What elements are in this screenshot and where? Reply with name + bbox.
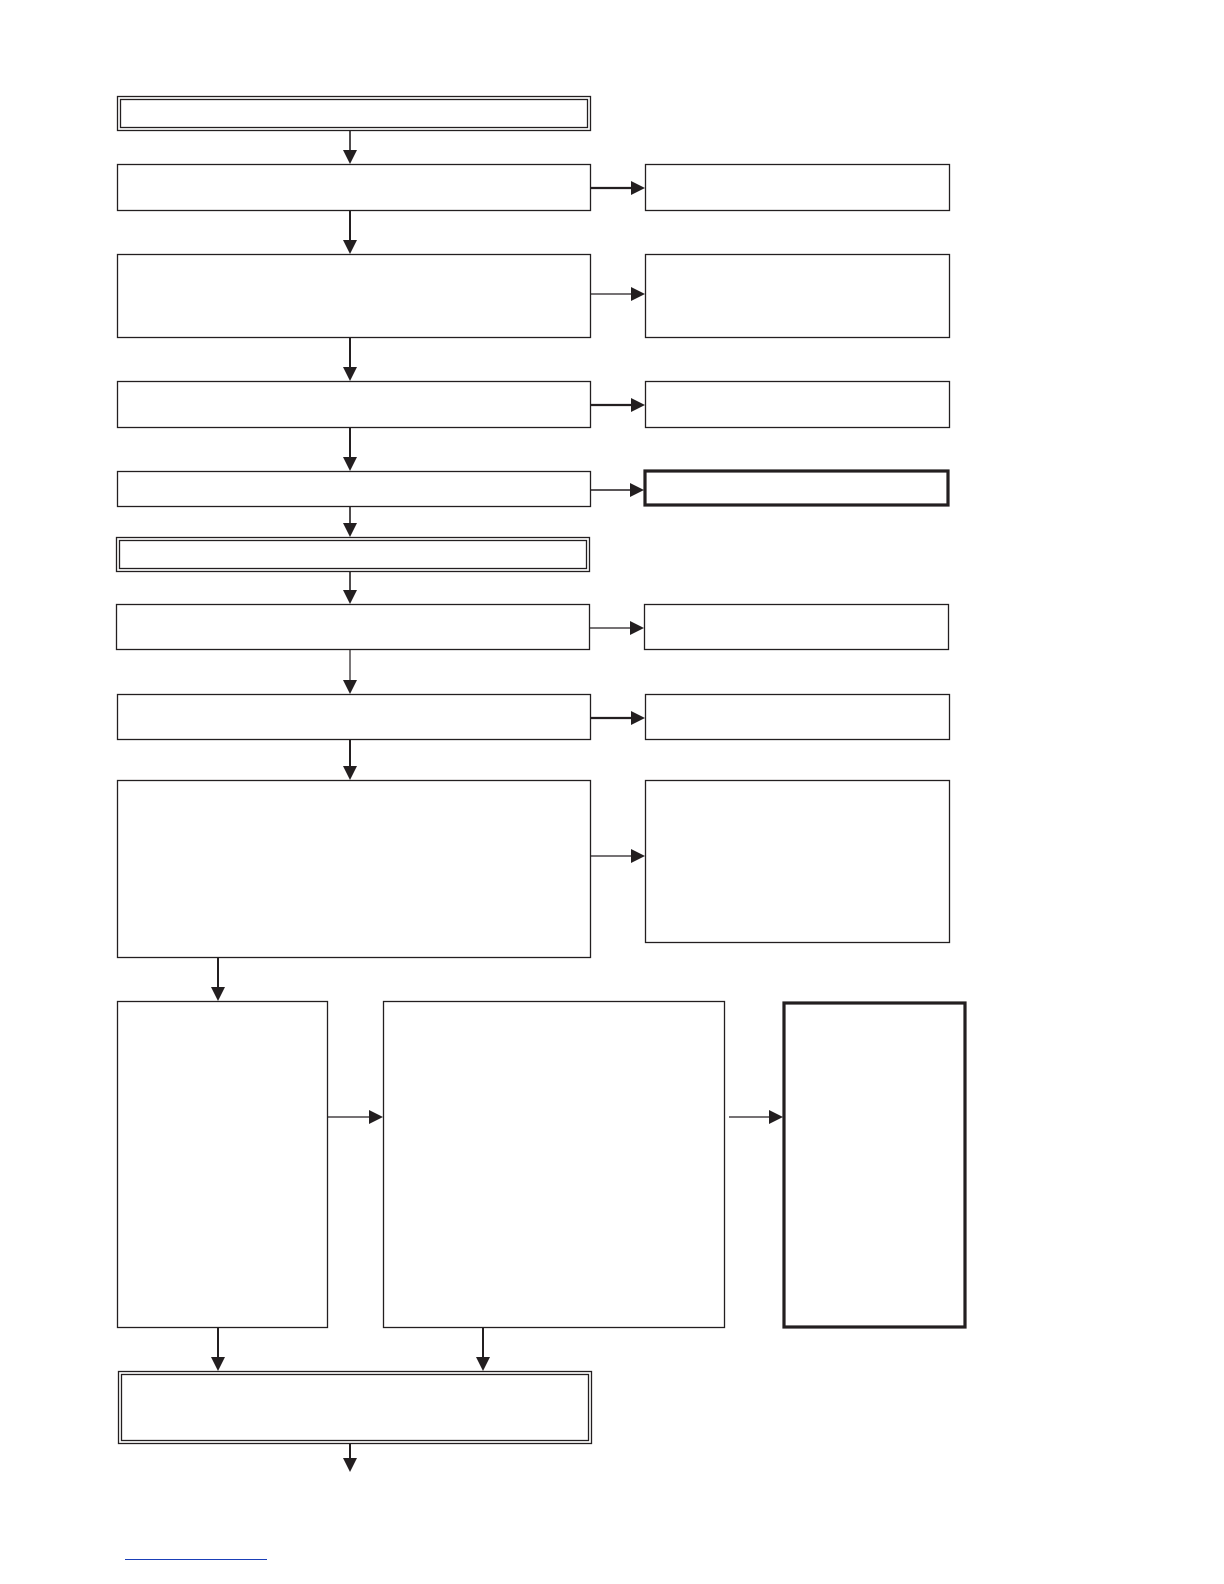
flow-box-step-5	[117, 605, 590, 650]
flow-box-step-4-result	[645, 471, 948, 505]
flow-box-step-5-result	[645, 605, 949, 650]
flow-box-step-2-result	[646, 255, 950, 338]
flow-box-step-6-result	[646, 695, 950, 740]
connector-arrow-branch-left-to-branch-middle	[328, 1110, 383, 1124]
flow-box-start	[118, 97, 591, 131]
connector-arrow-start-to-step-1	[343, 131, 357, 164]
flow-box-step-2	[118, 255, 591, 338]
flow-box-end	[119, 1372, 592, 1444]
connector-arrow-step-4-to-checkpoint	[343, 507, 357, 537]
page-link-underline[interactable]	[125, 1559, 267, 1560]
connector-arrow-step-2-to-step-3	[343, 338, 357, 381]
connector-arrow-step-6-to-step-6-result	[591, 711, 645, 725]
flow-box-branch-result	[784, 1003, 965, 1327]
connector-arrow-step-4-to-step-4-result	[591, 483, 644, 497]
flow-box-step-3	[118, 382, 591, 428]
connector-arrow-branch-left-to-end	[211, 1328, 225, 1371]
connector-arrow-branch-middle-to-end	[476, 1328, 490, 1371]
flow-box-branch-left	[118, 1002, 328, 1328]
connector-arrow-end-to-next-page	[343, 1444, 357, 1472]
connector-arrow-step-7-to-step-7-result	[591, 849, 645, 863]
flow-box-step-7	[118, 781, 591, 958]
connector-arrow-step-3-to-step-4	[343, 428, 357, 471]
flow-box-step-3-result	[646, 382, 950, 428]
connector-arrow-step-1-to-step-2	[343, 211, 357, 254]
flow-box-step-4	[118, 472, 591, 507]
connector-arrow-step-3-to-step-3-result	[591, 398, 645, 412]
flow-box-step-1	[118, 165, 591, 211]
flow-box-step-6	[118, 695, 591, 740]
connector-arrow-checkpoint-to-step-5	[343, 572, 357, 604]
connector-arrow-step-5-to-step-6	[343, 650, 357, 694]
connector-arrow-step-7-to-branch-left	[211, 958, 225, 1001]
flow-box-checkpoint	[117, 538, 590, 572]
connector-arrow-step-2-to-step-2-result	[591, 287, 645, 301]
connector-arrow-branch-middle-to-branch-result	[729, 1110, 783, 1124]
connector-arrow-step-6-to-step-7	[343, 740, 357, 780]
connector-arrow-step-5-to-step-5-result	[590, 621, 644, 635]
flow-box-branch-middle	[384, 1002, 725, 1328]
connector-arrow-step-1-to-step-1-result	[591, 181, 645, 195]
flow-box-step-7-result	[646, 781, 950, 943]
flow-box-step-1-result	[646, 165, 950, 211]
